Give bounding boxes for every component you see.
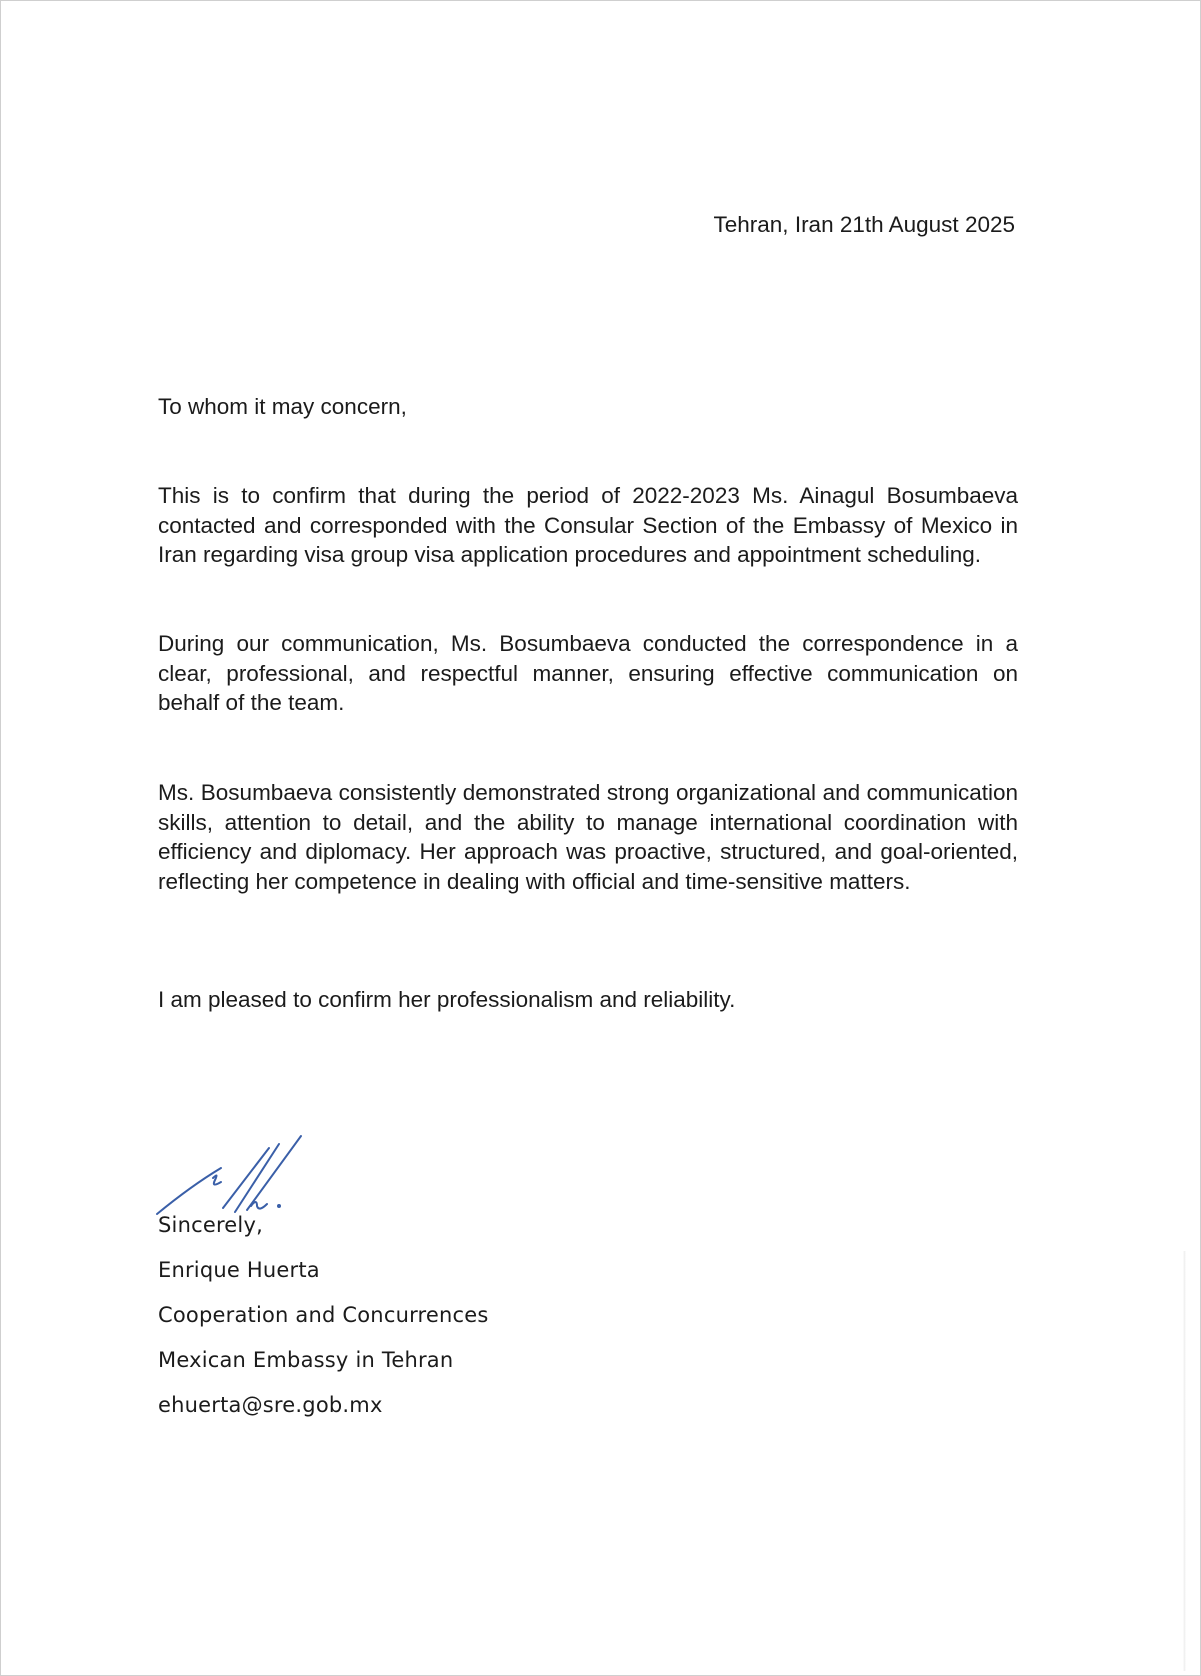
closing: Sincerely,: [158, 1213, 263, 1237]
signer-name: Enrique Huerta: [158, 1258, 320, 1282]
signer-organization: Mexican Embassy in Tehran: [158, 1348, 454, 1372]
signer-email[interactable]: ehuerta@sre.gob.mx: [158, 1393, 383, 1417]
paragraph-4: I am pleased to confirm her professionalism and reliability.: [158, 987, 736, 1012]
scan-edge-artifact: [1183, 1251, 1186, 1671]
date-line: Tehran, Iran 21th August 2025: [713, 212, 1015, 237]
signer-title: Cooperation and Concurrences: [158, 1303, 489, 1327]
paragraph-3: Ms. Bosumbaeva consistently demonstrated strong organizational and communication skills, attention to detail, and the ability to manage international coordination with efficiency and diplomacy. Her approach was proactive, structured, and goal-oriented, reflecting her competence in dealing with official and time-sensitive matters.: [158, 780, 1018, 894]
paragraph-2: During our communication, Ms. Bosumbaeva conducted the correspondence in a clear, professional, and respectful manner, ensuring effective communication on behalf of the team.: [158, 631, 1018, 715]
salutation: To whom it may concern,: [158, 394, 407, 419]
paragraph-1: This is to confirm that during the period of 2022-2023 Ms. Ainagul Bosumbaeva contacted and corresponded with the Consular Section of the Embassy of Mexico in Iran regarding visa group visa application procedures and appointment scheduling.: [158, 483, 1018, 567]
